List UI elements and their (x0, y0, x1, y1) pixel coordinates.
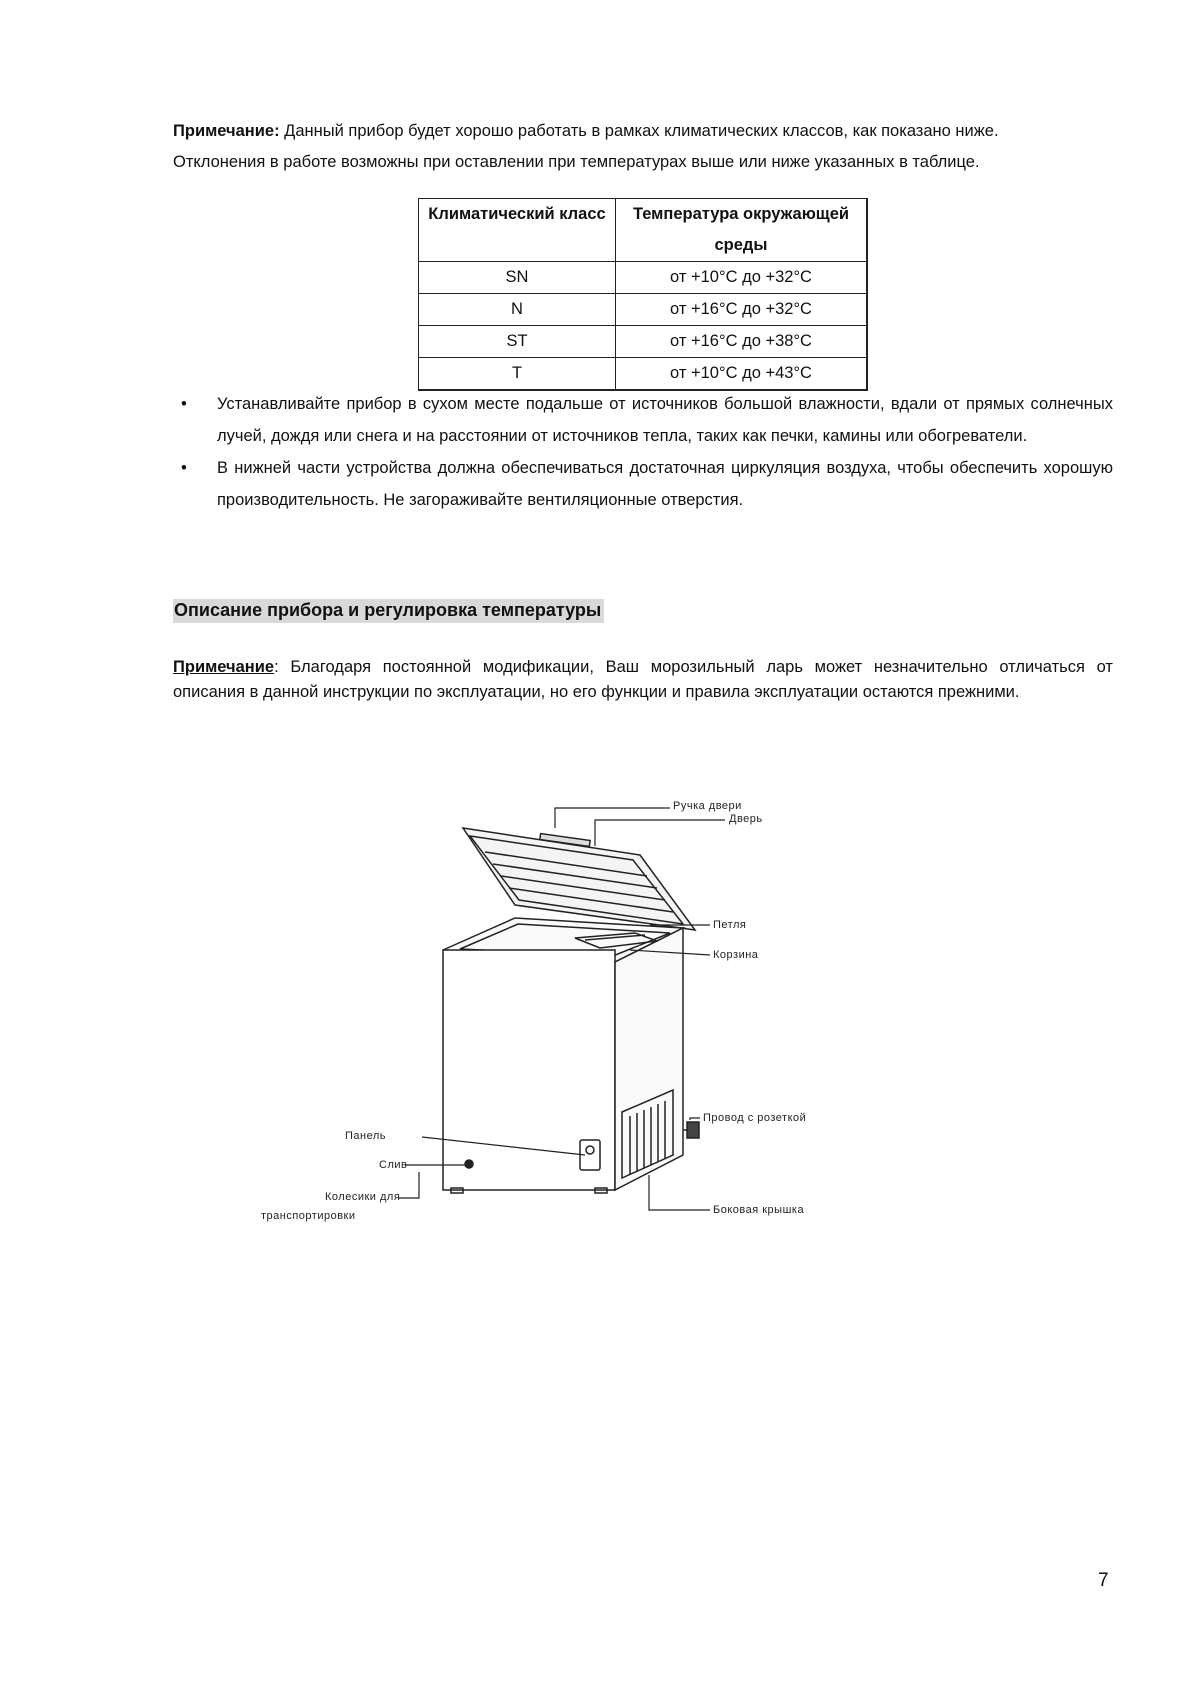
label-door-handle: Ручка двери (673, 800, 742, 812)
modification-note (173, 655, 1113, 705)
climate-class-table (418, 198, 868, 391)
label-power-cord: Провод с розеткой (703, 1112, 807, 1124)
table-cell-temp: от +16°C до +38°C (616, 326, 868, 358)
freezer-illustration (255, 800, 875, 1230)
table-cell-class: N (419, 294, 616, 326)
table-cell-class: ST (419, 326, 616, 358)
note-text: : Благодаря постоянной модификации, Ваш морозильный ларь может незначительно отличаться от описания в данной инструкции по эксплуатации, но его функции и правила эксплуатации остаются прежними. (173, 658, 1113, 701)
table-cell-class: SN (419, 262, 616, 294)
label-panel: Панель (345, 1130, 387, 1142)
bullet-icon: • (181, 395, 187, 413)
table-row (419, 326, 868, 358)
table-header-temp: Температура окружающей среды (616, 199, 868, 262)
table-cell-temp: от +16°C до +32°C (616, 294, 868, 326)
table-header-row (419, 199, 868, 262)
table-row (419, 358, 868, 391)
bullet-text: В нижней части устройства должна обеспечиваться достаточная циркуляция воздуха, чтобы обеспечить хорошую производительность. Не загораживайте вентиляционные отверстия. (217, 459, 1113, 509)
label-wheels: Колесики для (325, 1191, 401, 1203)
note-label: Примечание: (173, 122, 280, 140)
note-label: Примечание (173, 658, 275, 676)
label-door: Дверь (729, 813, 763, 825)
table-row (419, 262, 868, 294)
table-header-class: Климатический класс (419, 199, 616, 262)
table-cell-temp: от +10°C до +43°C (616, 358, 868, 391)
list-item (173, 388, 1113, 452)
label-side-cover: Боковая крышка (713, 1204, 805, 1216)
bullet-icon: • (181, 459, 187, 477)
table-cell-class: T (419, 358, 616, 391)
bullet-text: Устанавливайте прибор в сухом месте подальше от источников большой влажности, вдали от прямых солнечных лучей, дождя или снега и на расстоянии от источников тепла, таких как печки, камины или обогреватели. (217, 395, 1113, 445)
chest-freezer-diagram (255, 800, 875, 1230)
label-transport: транспортировки (261, 1210, 356, 1222)
note-paragraph (173, 116, 1093, 178)
note-text: Данный прибор будет хорошо работать в рамках климатических классов, как показано ниже. Отклонения в работе возможны при оставлении при температурах выше или ниже указанных в таблице. (173, 122, 999, 171)
section-title: Описание прибора и регулировка температуры (173, 599, 604, 623)
label-hinge: Петля (713, 919, 747, 931)
list-item (173, 452, 1113, 516)
label-drain: Слив (379, 1159, 408, 1171)
label-basket: Корзина (713, 949, 759, 961)
page-number: 7 (1098, 1570, 1109, 1591)
table-cell-temp: от +10°C до +32°C (616, 262, 868, 294)
installation-bullets (173, 388, 1113, 516)
table-row (419, 294, 868, 326)
